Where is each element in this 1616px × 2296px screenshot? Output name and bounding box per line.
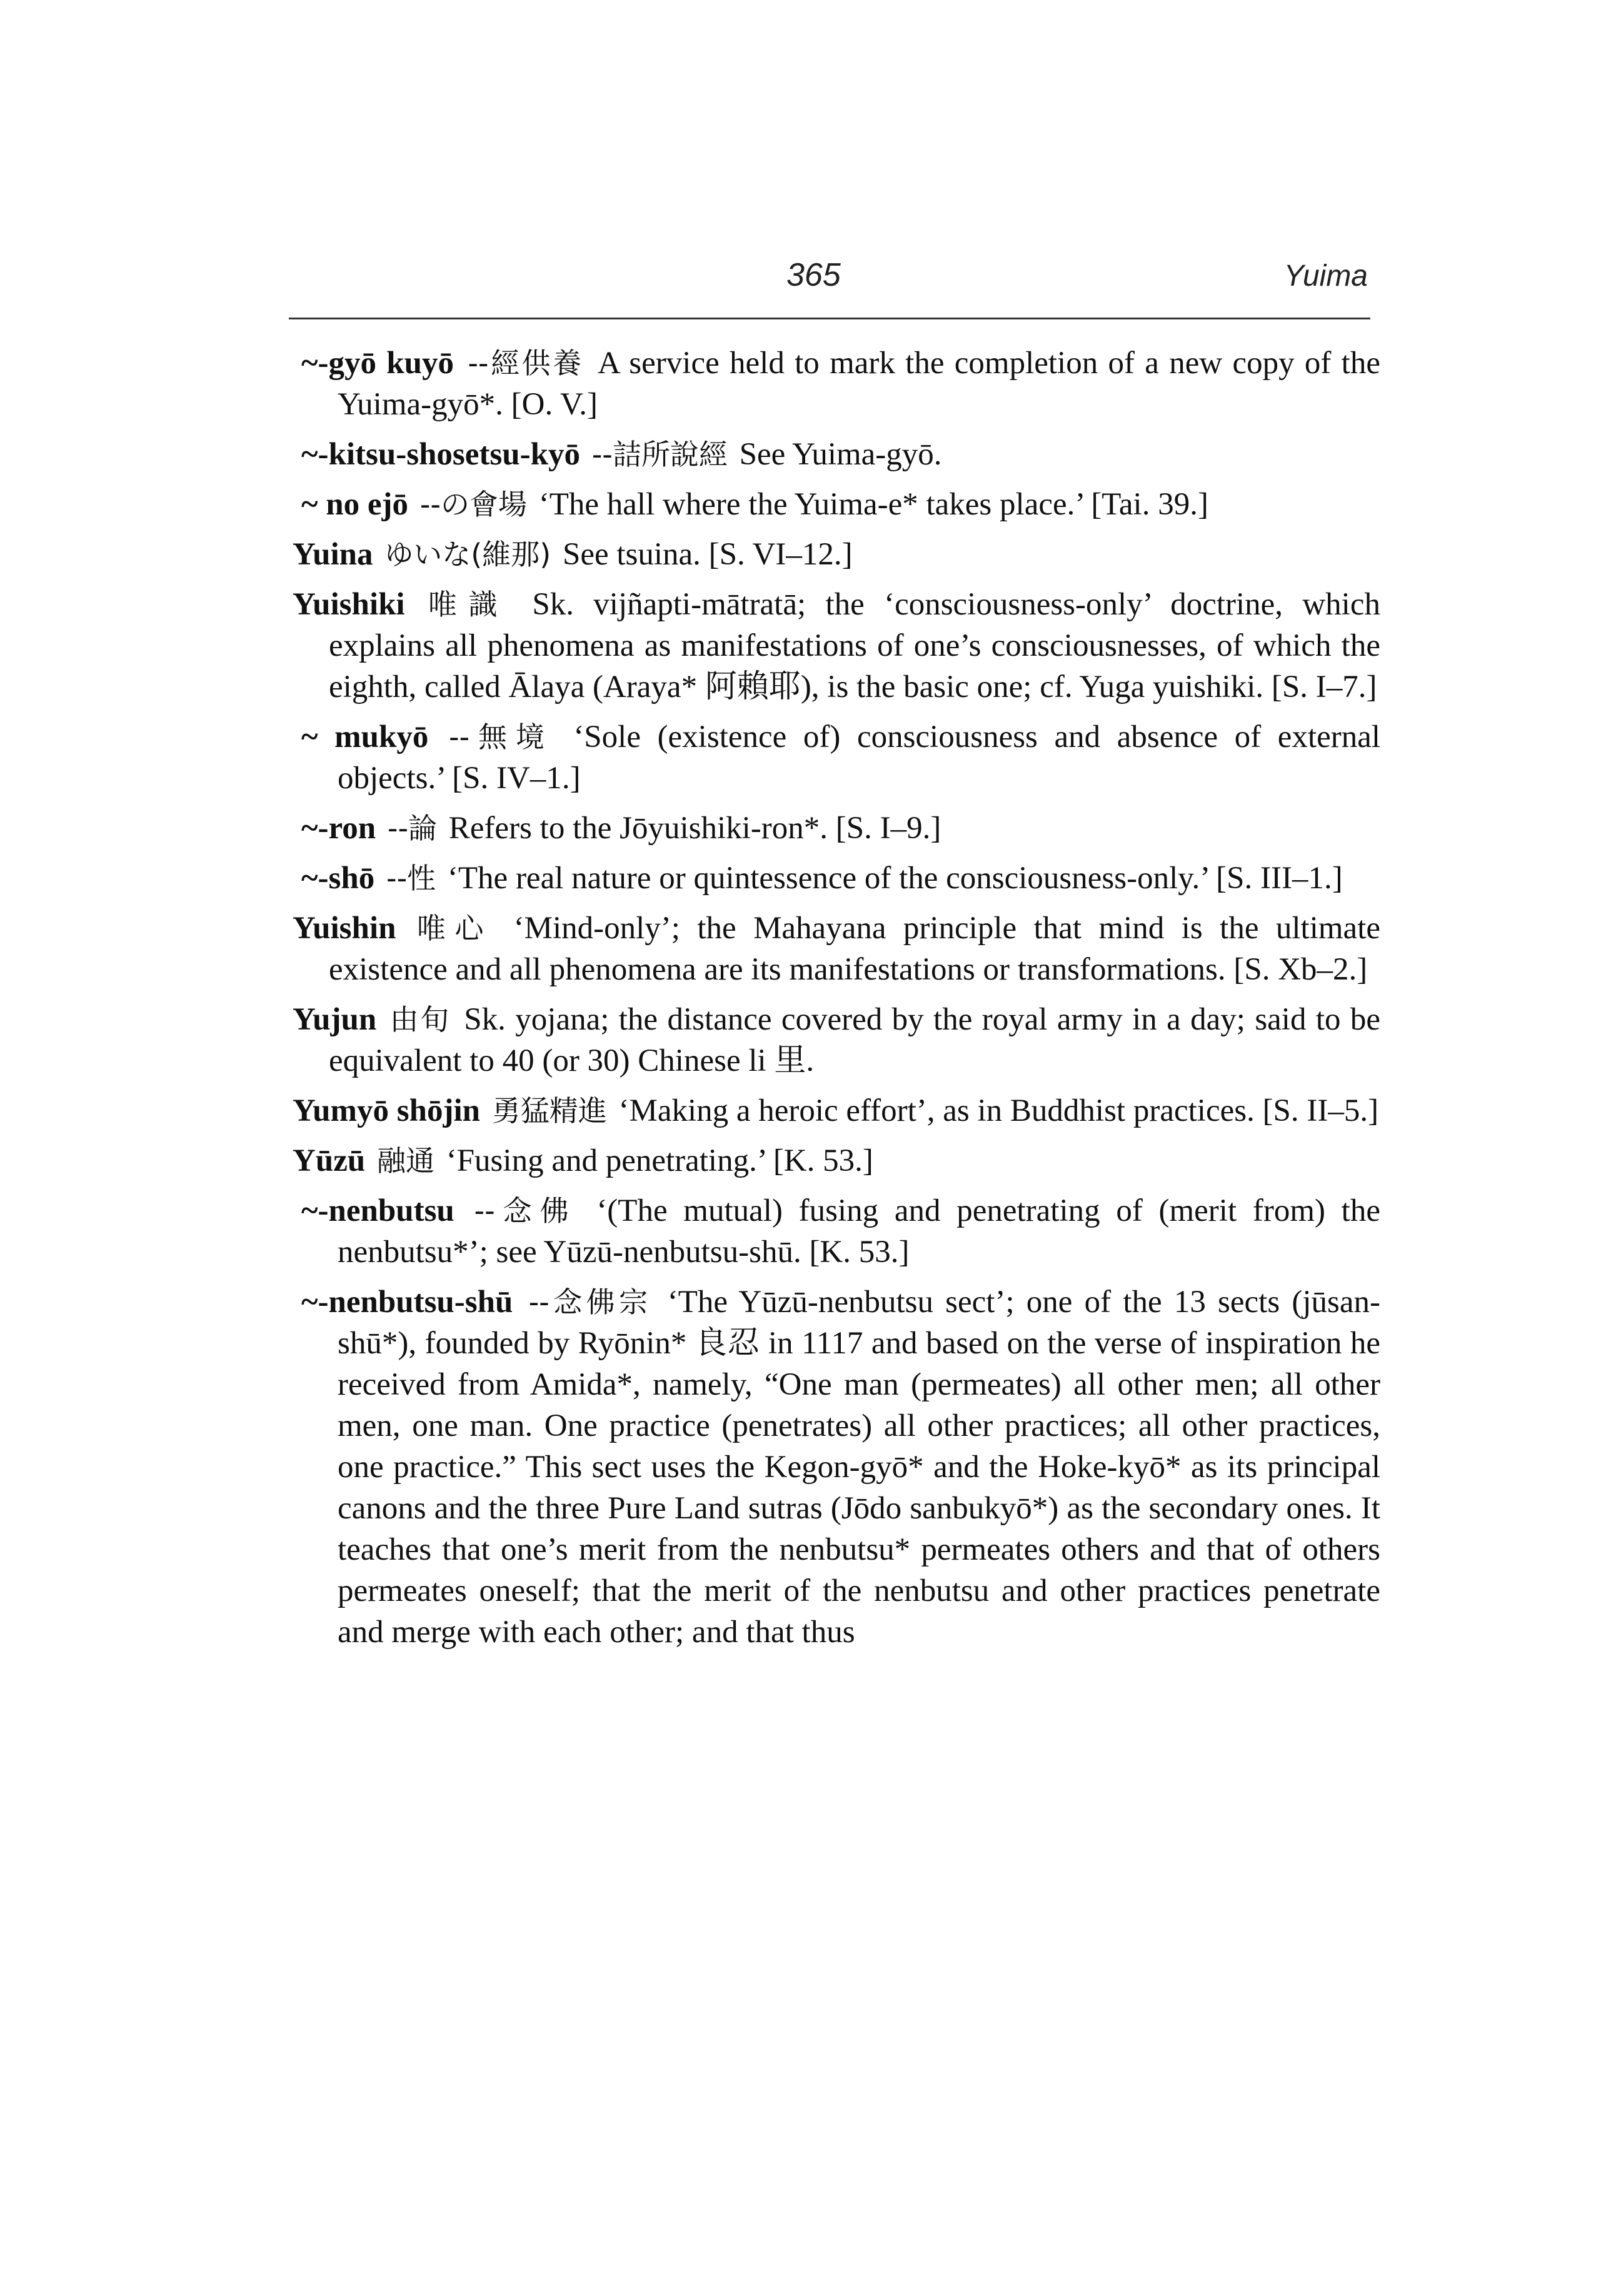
entry-kanji: 由旬 bbox=[389, 1003, 451, 1036]
entry-reference: [S. I–7.] bbox=[1271, 669, 1377, 704]
entry-reference: [K. 53.] bbox=[773, 1143, 873, 1178]
entry bbox=[301, 484, 1380, 525]
entry bbox=[301, 716, 1380, 799]
entry bbox=[301, 1281, 1380, 1653]
entry-kanji: 勇猛精進 bbox=[491, 1094, 607, 1128]
entry-headword: Yuishiki bbox=[293, 587, 405, 622]
entry-definition: ‘Fusing and penetrating.’ bbox=[446, 1143, 766, 1178]
entry bbox=[301, 343, 1380, 425]
entry-kanji: 唯識 bbox=[428, 588, 509, 621]
header-rule bbox=[289, 318, 1370, 319]
entry-definition: ‘The hall where the Yuima-e* takes place.’ bbox=[538, 487, 1083, 522]
entry bbox=[293, 908, 1380, 990]
entry-reference: [S. IV–1.] bbox=[452, 761, 581, 796]
entry-definition: A service held to mark the completion of a new copy of the Yuima-gyō*. bbox=[338, 346, 1380, 422]
entry-reference: [O. V.] bbox=[511, 387, 598, 422]
entry-headword: Yujun bbox=[293, 1002, 377, 1037]
page-number: 365 bbox=[786, 257, 841, 293]
running-head bbox=[293, 256, 1368, 306]
entry bbox=[301, 434, 1380, 475]
entry-kanji: --念佛宗 bbox=[528, 1285, 652, 1319]
entry-definition: Sk. yojana; the distance covered by the royal army in a day; said to be equivalent to 40 (or 30) Chinese li 里. bbox=[329, 1002, 1381, 1078]
entry-kanji: --性 bbox=[386, 861, 436, 895]
entry bbox=[301, 808, 1380, 849]
entry-definition: See Yuima-gyō. bbox=[739, 437, 942, 472]
entry-reference: [S. VI–12.] bbox=[708, 537, 853, 572]
entry-kanji: 唯心 bbox=[416, 911, 493, 945]
entry-headword: ~-ron bbox=[301, 811, 376, 846]
entry-kanji: 融通 bbox=[376, 1144, 434, 1178]
entry-definition: See tsuina. bbox=[562, 537, 701, 572]
entry-headword: Yūzū bbox=[293, 1143, 366, 1178]
entry-headword: Yuishin bbox=[293, 911, 396, 946]
entry-kanji: --無境 bbox=[448, 720, 553, 754]
entry-kanji: --經供養 bbox=[468, 346, 584, 380]
entry bbox=[293, 584, 1380, 708]
entry-definition: ‘The real nature or quintessence of the consciousness-only.’ bbox=[447, 861, 1208, 896]
entry-definition: ‘(The mutual) fusing and penetrating of (merit from) the nenbutsu*’; see Yūzū-nenbutsu-shū. bbox=[338, 1193, 1380, 1270]
entry-kanji: --念佛 bbox=[474, 1194, 577, 1228]
entry bbox=[301, 858, 1380, 899]
entry-reference: [S. Xb–2.] bbox=[1233, 952, 1368, 987]
entry-reference: [Tai. 39.] bbox=[1091, 487, 1208, 522]
entry-list bbox=[293, 343, 1380, 1662]
entry-headword: ~-shō bbox=[301, 861, 375, 896]
entry-kanji: --詰所說經 bbox=[591, 438, 728, 471]
entry-headword: ~ no ejō bbox=[301, 487, 409, 522]
entry bbox=[293, 1090, 1380, 1131]
entry-definition: ‘Sole (existence of) consciousness and absence of external objects.’ bbox=[338, 719, 1381, 796]
entry-reference: [S. II–5.] bbox=[1262, 1093, 1379, 1128]
entry-reference: [S. III–1.] bbox=[1216, 861, 1343, 896]
entry-headword: ~-gyō kuyō bbox=[301, 346, 454, 381]
entry-headword: ~-nenbutsu bbox=[301, 1193, 454, 1228]
entry-definition: Refers to the Jōyuishiki-ron*. bbox=[448, 811, 828, 846]
entry-kanji: --の會場 bbox=[419, 488, 527, 521]
entry-definition: ‘Mind-only’; the Mahayana principle that mind is the ultimate existence and all phenomena are its manifestations or transformations. bbox=[329, 911, 1381, 987]
entry bbox=[293, 1140, 1380, 1181]
entry-definition: ‘Making a heroic effort’, as in Buddhist practices. bbox=[618, 1093, 1255, 1128]
entry-headword: ~-kitsu-shosetsu-kyō bbox=[301, 437, 580, 472]
entry-reference: [K. 53.] bbox=[809, 1235, 910, 1270]
entry-definition: Sk. vijñapti-mātratā; the ‘consciousness-only’ doctrine, which explains all phenomena as manifestations of one’s consciousnesses, of which the eighth, called Ālaya (Araya* 阿賴耶), is the basic one; cf. Yuga yuishiki. bbox=[329, 587, 1380, 704]
entry-headword: ~-nenbutsu-shū bbox=[301, 1285, 513, 1320]
entry-kanji: ゆいな(維那) bbox=[384, 538, 551, 571]
entry-reference: [S. I–9.] bbox=[835, 811, 941, 846]
entry bbox=[293, 534, 1380, 575]
entry bbox=[301, 1190, 1380, 1273]
entry-definition: ‘The Yūzū-nenbutsu sect’; one of the 13 sects (jūsan-shū*), founded by Ryōnin* 良忍 in 1117 and based on the verse of inspiration he received from Amida*, namely, “One man (permeates) all other men; all other men, one man. One practice (penetrates) all other practices; all other practices, one practice.” This sect uses the Kegon-gyō* and the Hoke-kyō* as its principal canons and the three Pure Land sutras (Jōdo sanbukyō*) as the secondary ones. It teaches that one’s merit from the nenbutsu* permeates others and that of others permeates oneself; that the merit of the nenbutsu and other practices penetrate and merge with each other; and that thus bbox=[338, 1285, 1381, 1650]
entry-headword: Yumyō shōjin bbox=[293, 1093, 480, 1128]
entry-kanji: --論 bbox=[387, 811, 438, 845]
entry-headword: ~ mukyō bbox=[301, 719, 429, 754]
entry-headword: Yuina bbox=[293, 537, 373, 572]
entry bbox=[293, 999, 1380, 1081]
running-word: Yuima bbox=[1283, 259, 1368, 293]
